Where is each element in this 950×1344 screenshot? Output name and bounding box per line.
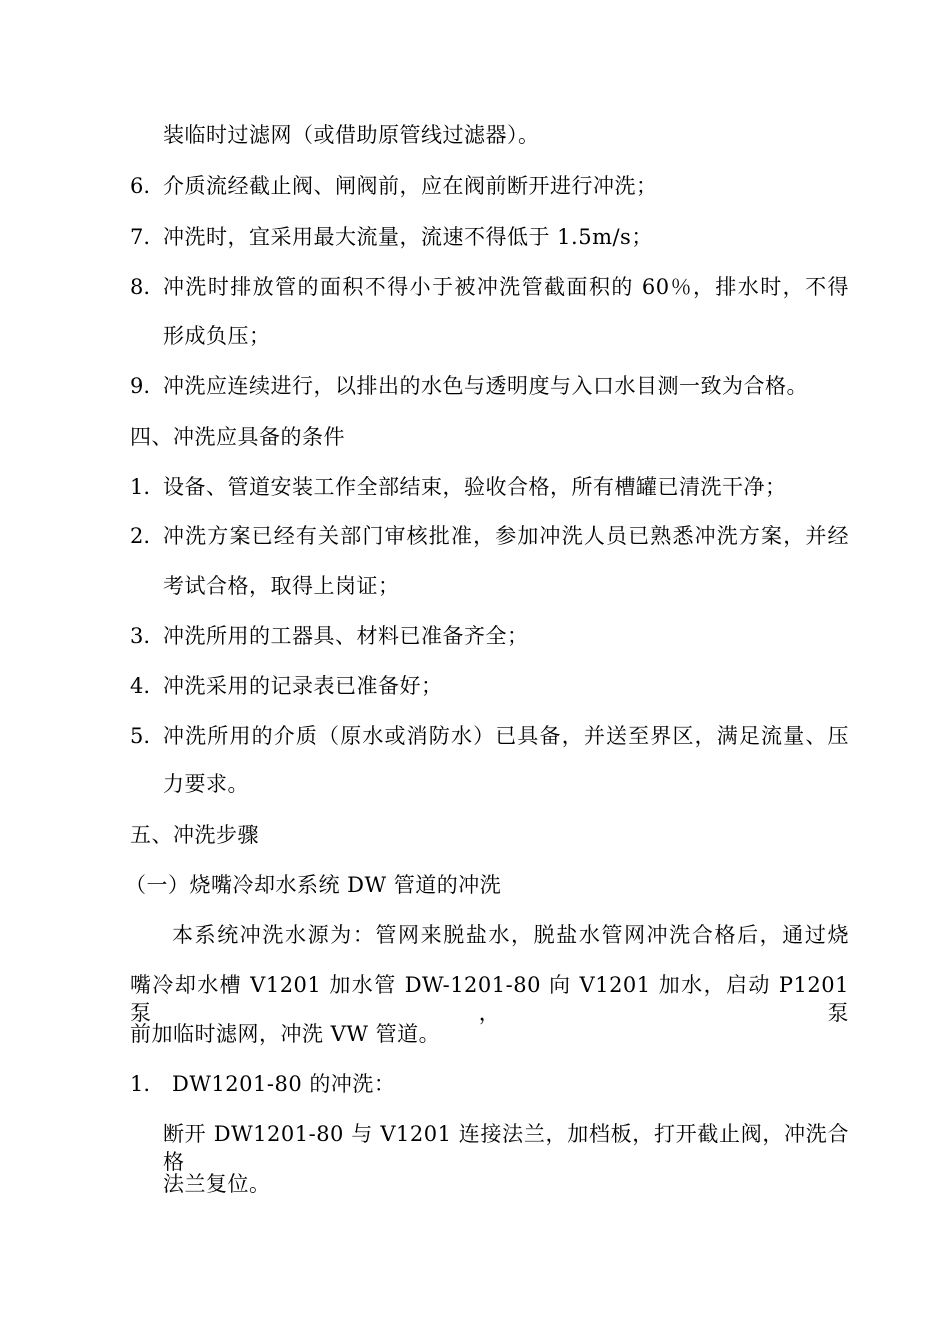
list-item-text-continued: 力要求。 (163, 772, 249, 796)
list-number: 1. (130, 475, 151, 499)
section-heading: 四、冲洗应具备的条件 (130, 425, 345, 449)
list-number: 5. (130, 724, 151, 748)
list-number: 2. (130, 524, 151, 548)
list-item-text: 冲洗采用的记录表已准备好； (163, 674, 443, 698)
list-number: 3. (130, 624, 151, 648)
subsection-heading: （一）烧嘴冷却水系统 DW 管道的冲洗 (125, 873, 502, 897)
list-item-text: 冲洗所用的介质（原水或消防水）已具备，并送至界区，满足流量、压 (163, 724, 849, 748)
section-heading: 五、冲洗步骤 (130, 823, 259, 847)
list-number: 6. (130, 174, 151, 198)
list-item-text: DW1201-80 的冲洗： (172, 1072, 396, 1096)
list-number: 4. (130, 674, 151, 698)
list-number: 1. (130, 1072, 151, 1096)
body-paragraph-line: 断开 DW1201-80 与 V1201 连接法兰，加档板，打开截止阀，冲洗合格 (163, 1122, 849, 1174)
list-item-text: 冲洗时排放管的面积不得小于被冲洗管截面积的 60％，排水时，不得 (163, 275, 849, 299)
list-item-text: 冲洗时，宜采用最大流量，流速不得低于 1.5m/s； (163, 225, 653, 249)
list-item-text: 设备、管道安装工作全部结束，验收合格，所有槽罐已清洗干净； (163, 475, 787, 499)
list-item-text: 冲洗应连续进行，以排出的水色与透明度与入口水目测一致为合格。 (163, 374, 808, 398)
list-item-text-continued: 形成负压； (163, 324, 271, 348)
list-number: 7. (130, 225, 151, 249)
list-item-text-continued: 考试合格，取得上岗证； (163, 574, 400, 598)
list-item-text: 冲洗方案已经有关部门审核批准，参加冲洗人员已熟悉冲洗方案，并经 (163, 524, 849, 548)
body-paragraph-line: 嘴冷却水槽 V1201 加水管 DW-1201-80 向 V1201 加水，启动 P1201 泵，泵 (130, 973, 849, 1025)
list-item-text: 介质流经截止阀、闸阀前，应在阀前断开进行冲洗； (163, 174, 658, 198)
body-paragraph-line: 前加临时滤网，冲洗 VW 管道。 (130, 1022, 441, 1046)
list-item-text: 冲洗所用的工器具、材料已准备齐全； (163, 624, 529, 648)
body-paragraph-line: 法兰复位。 (163, 1172, 271, 1196)
list-number: 8. (130, 275, 151, 299)
list-number: 9. (130, 374, 151, 398)
body-paragraph-line: 本系统冲洗水源为：管网来脱盐水，脱盐水管网冲洗合格后，通过烧 (172, 923, 849, 947)
paragraph-line: 装临时过滤网（或借助原管线过滤器）。 (163, 123, 540, 147)
